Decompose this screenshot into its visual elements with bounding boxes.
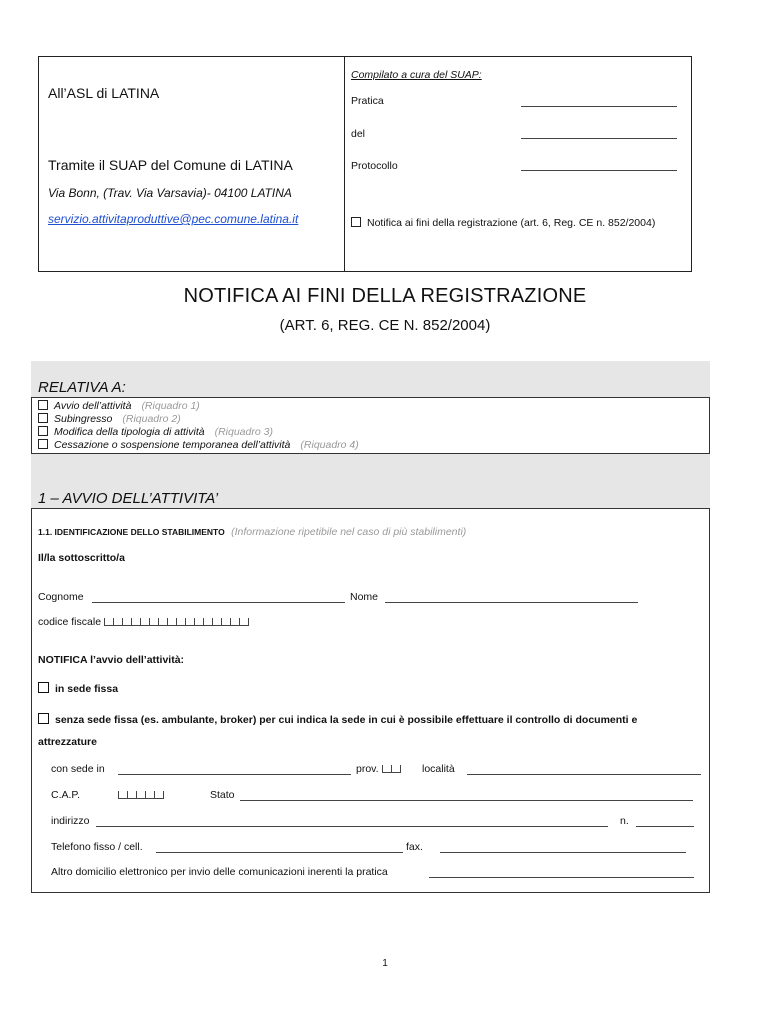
numero-label: n.	[620, 815, 629, 827]
relativa-box	[31, 397, 710, 454]
sottoscritto-label: Il/la sottoscritto/a	[38, 552, 125, 564]
relativa-band	[31, 361, 710, 397]
checkbox-icon[interactable]	[38, 400, 48, 410]
suap-email-link[interactable]: servizio.attivitaproduttive@pec.comune.latina.it	[48, 212, 299, 226]
asl-recipient: All’ASL di LATINA	[48, 85, 160, 101]
con-sede-field[interactable]	[118, 774, 351, 775]
codice-fiscale-label: codice fiscale	[38, 616, 102, 628]
prov-cells[interactable]	[382, 764, 401, 776]
suap-recipient: Tramite il SUAP del Comune di LATINA	[48, 157, 293, 173]
header-divider	[344, 57, 345, 271]
relativa-heading: RELATIVA A:	[38, 379, 126, 396]
pratica-field[interactable]	[521, 106, 677, 107]
compilato-label: Compilato a cura del SUAP:	[351, 69, 482, 81]
cognome-label: Cognome	[38, 591, 84, 603]
prov-row	[356, 763, 401, 776]
relativa-option-label: Modifica della tipologia di attività	[54, 426, 205, 438]
cognome-field[interactable]	[92, 602, 345, 603]
notifica-registrazione-label: Notifica ai fini della registrazione (art. 6, Reg. CE n. 852/2004)	[367, 217, 656, 229]
stato-label: Stato	[210, 789, 235, 801]
localita-field[interactable]	[467, 774, 701, 775]
relativa-option-ref: (Riquadro 4)	[300, 439, 359, 451]
header-box	[38, 56, 692, 272]
codice-fiscale-row	[38, 616, 249, 629]
section1-box	[31, 508, 710, 893]
relativa-option-ref: (Riquadro 2)	[122, 413, 181, 425]
del-field[interactable]	[521, 138, 677, 139]
protocollo-label: Protocollo	[351, 160, 398, 172]
page-number: 1	[382, 958, 388, 969]
relativa-option-ref: (Riquadro 3)	[214, 426, 273, 438]
identificazione-heading	[38, 526, 466, 538]
relativa-option-subingresso[interactable]	[38, 413, 181, 425]
stato-field[interactable]	[240, 800, 693, 801]
cap-cells[interactable]	[118, 790, 164, 802]
senza-sede-label: senza sede fissa (es. ambulante, broker) per cui indica la sede in cui è possibile effettuare il controllo di documenti e	[55, 714, 638, 726]
relativa-option-modifica[interactable]	[38, 426, 273, 438]
domicilio-field[interactable]	[429, 877, 694, 878]
suap-address: Via Bonn, (Trav. Via Varsavia)- 04100 LATINA	[48, 186, 292, 200]
checkbox-icon[interactable]	[38, 413, 48, 423]
sede-fissa-option[interactable]	[38, 682, 118, 695]
cap-cells-wrap	[118, 789, 164, 802]
checkbox-icon[interactable]	[38, 713, 49, 724]
telefono-label: Telefono fisso / cell.	[51, 841, 143, 853]
indirizzo-label: indirizzo	[51, 815, 90, 827]
domicilio-label: Altro domicilio elettronico per invio delle comunicazioni inerenti la pratica	[51, 866, 388, 878]
codice-fiscale-cells[interactable]	[104, 617, 249, 629]
nome-field[interactable]	[385, 602, 638, 603]
document-subtitle: (ART. 6, REG. CE N. 852/2004)	[279, 317, 491, 334]
fax-label: fax.	[406, 841, 423, 853]
senza-sede-option[interactable]	[38, 713, 637, 726]
numero-field[interactable]	[636, 826, 694, 827]
cap-label: C.A.P.	[51, 789, 80, 801]
nome-label: Nome	[350, 591, 379, 603]
protocollo-field[interactable]	[521, 170, 677, 171]
pratica-label: Pratica	[351, 95, 384, 107]
relativa-option-label: Cessazione o sospensione temporanea dell’attività	[54, 439, 291, 451]
localita-label: località	[422, 763, 455, 775]
notifica-avvio-label: NOTIFICA l’avvio dell’attività:	[38, 654, 185, 666]
identificazione-title: 1.1. IDENTIFICAZIONE DELLO STABILIMENTO	[38, 527, 225, 537]
fax-field[interactable]	[440, 852, 686, 853]
sede-fissa-label: in sede fissa	[55, 683, 119, 695]
attrezzature-label: attrezzature	[38, 736, 97, 748]
document-title: NOTIFICA AI FINI DELLA REGISTRAZIONE	[183, 285, 587, 307]
relativa-option-cessazione[interactable]	[38, 439, 359, 451]
relativa-option-avvio[interactable]	[38, 400, 200, 412]
con-sede-label: con sede in	[51, 763, 105, 775]
checkbox-icon[interactable]	[38, 426, 48, 436]
checkbox-icon[interactable]	[38, 439, 48, 449]
indirizzo-field[interactable]	[96, 826, 608, 827]
del-label: del	[351, 128, 366, 140]
checkbox-icon[interactable]	[38, 682, 49, 693]
relativa-option-label: Avvio dell’attività	[54, 400, 132, 412]
identificazione-note: (Informazione ripetibile nel caso di più stabilimenti)	[231, 526, 467, 538]
notifica-registrazione-option[interactable]	[351, 217, 655, 229]
checkbox-icon[interactable]	[351, 217, 361, 227]
prov-label: prov.	[356, 763, 379, 775]
telefono-field[interactable]	[156, 852, 403, 853]
section1-heading: 1 – AVVIO DELL’ATTIVITA’	[38, 490, 219, 507]
relativa-option-label: Subingresso	[54, 413, 113, 425]
relativa-option-ref: (Riquadro 1)	[141, 400, 200, 412]
